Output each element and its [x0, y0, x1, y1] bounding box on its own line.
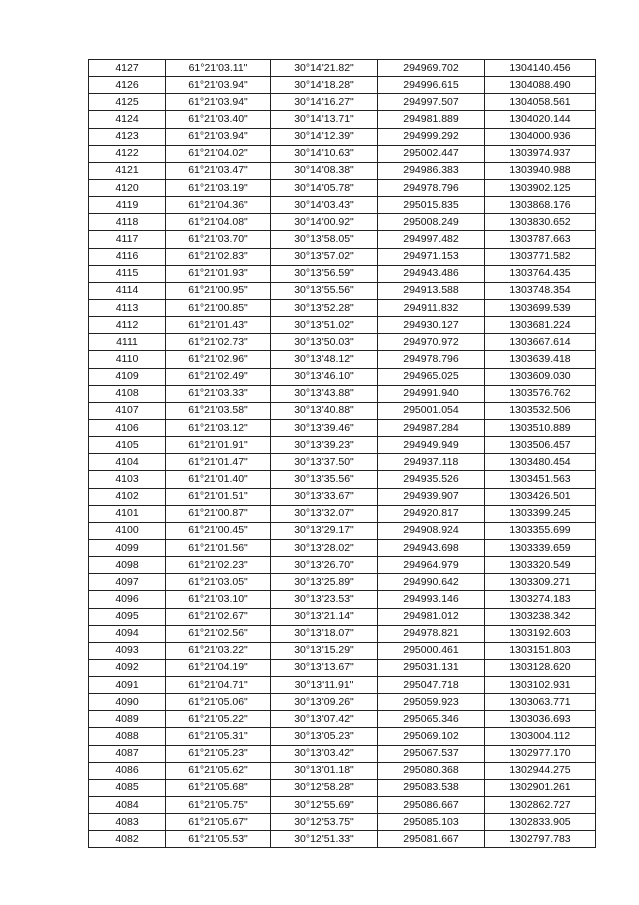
table-row — [89, 591, 596, 608]
point-number-cell: 4115 — [89, 265, 166, 282]
table-row — [89, 762, 596, 779]
latitude-cell: 61°21'03.10" — [166, 591, 271, 608]
latitude-cell: 61°21'01.91" — [166, 437, 271, 454]
longitude-cell: 30°14'10.63" — [271, 145, 378, 162]
y-coordinate-cell: 1302977.170 — [485, 745, 596, 762]
point-number-cell: 4119 — [89, 197, 166, 214]
longitude-cell: 30°13'55.56" — [271, 282, 378, 299]
x-coordinate-cell: 294913.588 — [378, 282, 485, 299]
longitude-cell: 30°13'26.70" — [271, 557, 378, 574]
latitude-cell: 61°21'03.40" — [166, 111, 271, 128]
longitude-cell: 30°13'05.23" — [271, 728, 378, 745]
point-number-cell: 4102 — [89, 488, 166, 505]
point-number-cell: 4093 — [89, 642, 166, 659]
x-coordinate-cell: 295000.461 — [378, 642, 485, 659]
table-row — [89, 265, 596, 282]
x-coordinate-cell: 295069.102 — [378, 728, 485, 745]
y-coordinate-cell: 1304020.144 — [485, 111, 596, 128]
latitude-cell: 61°21'01.56" — [166, 539, 271, 556]
point-number-cell: 4109 — [89, 368, 166, 385]
y-coordinate-cell: 1303320.549 — [485, 557, 596, 574]
point-number-cell: 4120 — [89, 179, 166, 196]
longitude-cell: 30°13'33.67" — [271, 488, 378, 505]
point-number-cell: 4089 — [89, 711, 166, 728]
x-coordinate-cell: 294908.924 — [378, 522, 485, 539]
point-number-cell: 4083 — [89, 814, 166, 831]
table-row — [89, 539, 596, 556]
x-coordinate-cell: 295047.718 — [378, 677, 485, 694]
y-coordinate-cell: 1303510.889 — [485, 419, 596, 436]
x-coordinate-cell: 294949.949 — [378, 437, 485, 454]
latitude-cell: 61°21'02.49" — [166, 368, 271, 385]
latitude-cell: 61°21'01.43" — [166, 317, 271, 334]
longitude-cell: 30°13'23.53" — [271, 591, 378, 608]
latitude-cell: 61°21'03.33" — [166, 385, 271, 402]
table-row — [89, 745, 596, 762]
latitude-cell: 61°21'05.31" — [166, 728, 271, 745]
y-coordinate-cell: 1303787.663 — [485, 231, 596, 248]
longitude-cell: 30°13'40.88" — [271, 402, 378, 419]
longitude-cell: 30°13'28.02" — [271, 539, 378, 556]
point-number-cell: 4100 — [89, 522, 166, 539]
latitude-cell: 61°21'03.11" — [166, 60, 271, 77]
longitude-cell: 30°12'58.28" — [271, 779, 378, 796]
longitude-cell: 30°13'39.46" — [271, 419, 378, 436]
latitude-cell: 61°21'04.08" — [166, 214, 271, 231]
point-number-cell: 4090 — [89, 694, 166, 711]
point-number-cell: 4088 — [89, 728, 166, 745]
y-coordinate-cell: 1303902.125 — [485, 179, 596, 196]
point-number-cell: 4124 — [89, 111, 166, 128]
point-number-cell: 4110 — [89, 351, 166, 368]
point-number-cell: 4116 — [89, 248, 166, 265]
y-coordinate-cell: 1303102.931 — [485, 677, 596, 694]
x-coordinate-cell: 294978.821 — [378, 625, 485, 642]
point-number-cell: 4114 — [89, 282, 166, 299]
table-row — [89, 814, 596, 831]
longitude-cell: 30°12'51.33" — [271, 831, 378, 848]
point-number-cell: 4099 — [89, 539, 166, 556]
latitude-cell: 61°21'01.51" — [166, 488, 271, 505]
x-coordinate-cell: 294991.940 — [378, 385, 485, 402]
longitude-cell: 30°14'13.71" — [271, 111, 378, 128]
y-coordinate-cell: 1303764.435 — [485, 265, 596, 282]
y-coordinate-cell: 1303667.614 — [485, 334, 596, 351]
longitude-cell: 30°14'12.39" — [271, 128, 378, 145]
x-coordinate-cell: 294939.907 — [378, 488, 485, 505]
y-coordinate-cell: 1303399.245 — [485, 505, 596, 522]
table-row — [89, 728, 596, 745]
y-coordinate-cell: 1304058.561 — [485, 94, 596, 111]
table-row — [89, 248, 596, 265]
longitude-cell: 30°13'32.07" — [271, 505, 378, 522]
table-row — [89, 334, 596, 351]
point-number-cell: 4125 — [89, 94, 166, 111]
x-coordinate-cell: 295001.054 — [378, 402, 485, 419]
point-number-cell: 4118 — [89, 214, 166, 231]
point-number-cell: 4101 — [89, 505, 166, 522]
table-row — [89, 831, 596, 848]
latitude-cell: 61°21'03.05" — [166, 574, 271, 591]
latitude-cell: 61°21'03.94" — [166, 128, 271, 145]
x-coordinate-cell: 294969.702 — [378, 60, 485, 77]
latitude-cell: 61°21'05.53" — [166, 831, 271, 848]
x-coordinate-cell: 295008.249 — [378, 214, 485, 231]
point-number-cell: 4104 — [89, 454, 166, 471]
point-number-cell: 4105 — [89, 437, 166, 454]
y-coordinate-cell: 1302797.783 — [485, 831, 596, 848]
point-number-cell: 4085 — [89, 779, 166, 796]
table-row — [89, 231, 596, 248]
y-coordinate-cell: 1303426.501 — [485, 488, 596, 505]
y-coordinate-cell: 1302901.261 — [485, 779, 596, 796]
y-coordinate-cell: 1303681.224 — [485, 317, 596, 334]
table-row — [89, 454, 596, 471]
latitude-cell: 61°21'05.62" — [166, 762, 271, 779]
table-row — [89, 111, 596, 128]
x-coordinate-cell: 294997.507 — [378, 94, 485, 111]
x-coordinate-cell: 294993.146 — [378, 591, 485, 608]
longitude-cell: 30°14'00.92" — [271, 214, 378, 231]
longitude-cell: 30°13'01.18" — [271, 762, 378, 779]
latitude-cell: 61°21'01.47" — [166, 454, 271, 471]
point-number-cell: 4127 — [89, 60, 166, 77]
longitude-cell: 30°13'09.26" — [271, 694, 378, 711]
point-number-cell: 4103 — [89, 471, 166, 488]
y-coordinate-cell: 1303974.937 — [485, 145, 596, 162]
point-number-cell: 4123 — [89, 128, 166, 145]
table-row — [89, 574, 596, 591]
y-coordinate-cell: 1302944.275 — [485, 762, 596, 779]
table-row — [89, 385, 596, 402]
latitude-cell: 61°21'04.36" — [166, 197, 271, 214]
table-row — [89, 642, 596, 659]
latitude-cell: 61°21'03.47" — [166, 162, 271, 179]
longitude-cell: 30°12'53.75" — [271, 814, 378, 831]
point-number-cell: 4091 — [89, 677, 166, 694]
x-coordinate-cell: 294999.292 — [378, 128, 485, 145]
x-coordinate-cell: 294978.796 — [378, 351, 485, 368]
latitude-cell: 61°21'05.67" — [166, 814, 271, 831]
x-coordinate-cell: 295083.538 — [378, 779, 485, 796]
point-number-cell: 4112 — [89, 317, 166, 334]
table-row — [89, 214, 596, 231]
point-number-cell: 4082 — [89, 831, 166, 848]
point-number-cell: 4113 — [89, 299, 166, 316]
point-number-cell: 4084 — [89, 797, 166, 814]
table-row — [89, 797, 596, 814]
longitude-cell: 30°13'56.59" — [271, 265, 378, 282]
x-coordinate-cell: 294930.127 — [378, 317, 485, 334]
table-row — [89, 659, 596, 676]
latitude-cell: 61°21'01.93" — [166, 265, 271, 282]
longitude-cell: 30°13'50.03" — [271, 334, 378, 351]
longitude-cell: 30°13'39.23" — [271, 437, 378, 454]
x-coordinate-cell: 294911.832 — [378, 299, 485, 316]
y-coordinate-cell: 1302833.905 — [485, 814, 596, 831]
x-coordinate-cell: 294935.526 — [378, 471, 485, 488]
y-coordinate-cell: 1303532.506 — [485, 402, 596, 419]
longitude-cell: 30°13'11.91" — [271, 677, 378, 694]
table-row — [89, 368, 596, 385]
table-row — [89, 677, 596, 694]
point-number-cell: 4106 — [89, 419, 166, 436]
table-row — [89, 488, 596, 505]
x-coordinate-cell: 294996.615 — [378, 77, 485, 94]
x-coordinate-cell: 295031.131 — [378, 659, 485, 676]
y-coordinate-cell: 1303063.771 — [485, 694, 596, 711]
y-coordinate-cell: 1302862.727 — [485, 797, 596, 814]
latitude-cell: 61°21'02.96" — [166, 351, 271, 368]
y-coordinate-cell: 1303192.603 — [485, 625, 596, 642]
table-row — [89, 779, 596, 796]
x-coordinate-cell: 295015.835 — [378, 197, 485, 214]
point-number-cell: 4096 — [89, 591, 166, 608]
longitude-cell: 30°13'51.02" — [271, 317, 378, 334]
x-coordinate-cell: 294964.979 — [378, 557, 485, 574]
table-row — [89, 419, 596, 436]
longitude-cell: 30°13'57.02" — [271, 248, 378, 265]
point-number-cell: 4098 — [89, 557, 166, 574]
latitude-cell: 61°21'02.56" — [166, 625, 271, 642]
latitude-cell: 61°21'03.94" — [166, 94, 271, 111]
x-coordinate-cell: 295067.537 — [378, 745, 485, 762]
x-coordinate-cell: 294978.796 — [378, 179, 485, 196]
longitude-cell: 30°13'58.05" — [271, 231, 378, 248]
table-row — [89, 317, 596, 334]
longitude-cell: 30°13'03.42" — [271, 745, 378, 762]
y-coordinate-cell: 1303355.699 — [485, 522, 596, 539]
x-coordinate-cell: 294997.482 — [378, 231, 485, 248]
y-coordinate-cell: 1303639.418 — [485, 351, 596, 368]
longitude-cell: 30°13'15.29" — [271, 642, 378, 659]
latitude-cell: 61°21'02.73" — [166, 334, 271, 351]
latitude-cell: 61°21'03.22" — [166, 642, 271, 659]
y-coordinate-cell: 1303451.563 — [485, 471, 596, 488]
table-row — [89, 282, 596, 299]
latitude-cell: 61°21'00.87" — [166, 505, 271, 522]
y-coordinate-cell: 1303151.803 — [485, 642, 596, 659]
longitude-cell: 30°13'07.42" — [271, 711, 378, 728]
point-number-cell: 4092 — [89, 659, 166, 676]
latitude-cell: 61°21'01.40" — [166, 471, 271, 488]
longitude-cell: 30°13'18.07" — [271, 625, 378, 642]
y-coordinate-cell: 1303609.030 — [485, 368, 596, 385]
longitude-cell: 30°12'55.69" — [271, 797, 378, 814]
x-coordinate-cell: 294937.118 — [378, 454, 485, 471]
point-number-cell: 4097 — [89, 574, 166, 591]
y-coordinate-cell: 1303238.342 — [485, 608, 596, 625]
x-coordinate-cell: 294943.486 — [378, 265, 485, 282]
latitude-cell: 61°21'03.94" — [166, 77, 271, 94]
table-row — [89, 351, 596, 368]
y-coordinate-cell: 1303830.652 — [485, 214, 596, 231]
x-coordinate-cell: 295059.923 — [378, 694, 485, 711]
table-row — [89, 60, 596, 77]
x-coordinate-cell: 294981.889 — [378, 111, 485, 128]
point-number-cell: 4086 — [89, 762, 166, 779]
latitude-cell: 61°21'04.71" — [166, 677, 271, 694]
y-coordinate-cell: 1303506.457 — [485, 437, 596, 454]
table-row — [89, 77, 596, 94]
table-row — [89, 162, 596, 179]
x-coordinate-cell: 294943.698 — [378, 539, 485, 556]
coordinates-table — [88, 59, 596, 848]
x-coordinate-cell: 295081.667 — [378, 831, 485, 848]
latitude-cell: 61°21'04.02" — [166, 145, 271, 162]
latitude-cell: 61°21'00.45" — [166, 522, 271, 539]
latitude-cell: 61°21'05.68" — [166, 779, 271, 796]
table-row — [89, 711, 596, 728]
table-row — [89, 94, 596, 111]
table-row — [89, 402, 596, 419]
point-number-cell: 4094 — [89, 625, 166, 642]
longitude-cell: 30°14'08.38" — [271, 162, 378, 179]
y-coordinate-cell: 1303036.693 — [485, 711, 596, 728]
longitude-cell: 30°13'48.12" — [271, 351, 378, 368]
longitude-cell: 30°13'35.56" — [271, 471, 378, 488]
latitude-cell: 61°21'03.70" — [166, 231, 271, 248]
longitude-cell: 30°13'13.67" — [271, 659, 378, 676]
x-coordinate-cell: 294920.817 — [378, 505, 485, 522]
longitude-cell: 30°14'16.27" — [271, 94, 378, 111]
latitude-cell: 61°21'05.75" — [166, 797, 271, 814]
x-coordinate-cell: 294990.642 — [378, 574, 485, 591]
x-coordinate-cell: 294970.972 — [378, 334, 485, 351]
longitude-cell: 30°13'25.89" — [271, 574, 378, 591]
latitude-cell: 61°21'05.23" — [166, 745, 271, 762]
longitude-cell: 30°14'21.82" — [271, 60, 378, 77]
y-coordinate-cell: 1304088.490 — [485, 77, 596, 94]
longitude-cell: 30°13'43.88" — [271, 385, 378, 402]
longitude-cell: 30°14'05.78" — [271, 179, 378, 196]
table-row — [89, 625, 596, 642]
x-coordinate-cell: 295085.103 — [378, 814, 485, 831]
table-row — [89, 299, 596, 316]
point-number-cell: 4108 — [89, 385, 166, 402]
y-coordinate-cell: 1304000.936 — [485, 128, 596, 145]
table-row — [89, 145, 596, 162]
table-row — [89, 557, 596, 574]
longitude-cell: 30°13'52.28" — [271, 299, 378, 316]
table-row — [89, 128, 596, 145]
coordinates-table-body — [89, 60, 596, 848]
y-coordinate-cell: 1303274.183 — [485, 591, 596, 608]
x-coordinate-cell: 294986.383 — [378, 162, 485, 179]
point-number-cell: 4126 — [89, 77, 166, 94]
x-coordinate-cell: 295065.346 — [378, 711, 485, 728]
longitude-cell: 30°14'03.43" — [271, 197, 378, 214]
table-row — [89, 437, 596, 454]
y-coordinate-cell: 1303309.271 — [485, 574, 596, 591]
longitude-cell: 30°13'21.14" — [271, 608, 378, 625]
table-row — [89, 505, 596, 522]
x-coordinate-cell: 294965.025 — [378, 368, 485, 385]
x-coordinate-cell: 294981.012 — [378, 608, 485, 625]
x-coordinate-cell: 294971.153 — [378, 248, 485, 265]
latitude-cell: 61°21'05.06" — [166, 694, 271, 711]
y-coordinate-cell: 1303339.659 — [485, 539, 596, 556]
point-number-cell: 4121 — [89, 162, 166, 179]
point-number-cell: 4117 — [89, 231, 166, 248]
latitude-cell: 61°21'03.58" — [166, 402, 271, 419]
latitude-cell: 61°21'02.67" — [166, 608, 271, 625]
y-coordinate-cell: 1303868.176 — [485, 197, 596, 214]
latitude-cell: 61°21'05.22" — [166, 711, 271, 728]
y-coordinate-cell: 1303128.620 — [485, 659, 596, 676]
latitude-cell: 61°21'00.95" — [166, 282, 271, 299]
point-number-cell: 4087 — [89, 745, 166, 762]
y-coordinate-cell: 1303940.988 — [485, 162, 596, 179]
x-coordinate-cell: 295002.447 — [378, 145, 485, 162]
longitude-cell: 30°13'37.50" — [271, 454, 378, 471]
latitude-cell: 61°21'03.19" — [166, 179, 271, 196]
point-number-cell: 4122 — [89, 145, 166, 162]
latitude-cell: 61°21'00.85" — [166, 299, 271, 316]
table-row — [89, 694, 596, 711]
x-coordinate-cell: 295080.368 — [378, 762, 485, 779]
longitude-cell: 30°13'46.10" — [271, 368, 378, 385]
y-coordinate-cell: 1303771.582 — [485, 248, 596, 265]
point-number-cell: 4107 — [89, 402, 166, 419]
y-coordinate-cell: 1303004.112 — [485, 728, 596, 745]
y-coordinate-cell: 1304140.456 — [485, 60, 596, 77]
y-coordinate-cell: 1303699.539 — [485, 299, 596, 316]
x-coordinate-cell: 295086.667 — [378, 797, 485, 814]
longitude-cell: 30°14'18.28" — [271, 77, 378, 94]
table-row — [89, 179, 596, 196]
table-row — [89, 522, 596, 539]
latitude-cell: 61°21'02.23" — [166, 557, 271, 574]
y-coordinate-cell: 1303576.762 — [485, 385, 596, 402]
longitude-cell: 30°13'29.17" — [271, 522, 378, 539]
table-row — [89, 471, 596, 488]
latitude-cell: 61°21'04.19" — [166, 659, 271, 676]
table-row — [89, 608, 596, 625]
latitude-cell: 61°21'02.83" — [166, 248, 271, 265]
point-number-cell: 4111 — [89, 334, 166, 351]
x-coordinate-cell: 294987.284 — [378, 419, 485, 436]
y-coordinate-cell: 1303748.354 — [485, 282, 596, 299]
latitude-cell: 61°21'03.12" — [166, 419, 271, 436]
y-coordinate-cell: 1303480.454 — [485, 454, 596, 471]
point-number-cell: 4095 — [89, 608, 166, 625]
table-row — [89, 197, 596, 214]
